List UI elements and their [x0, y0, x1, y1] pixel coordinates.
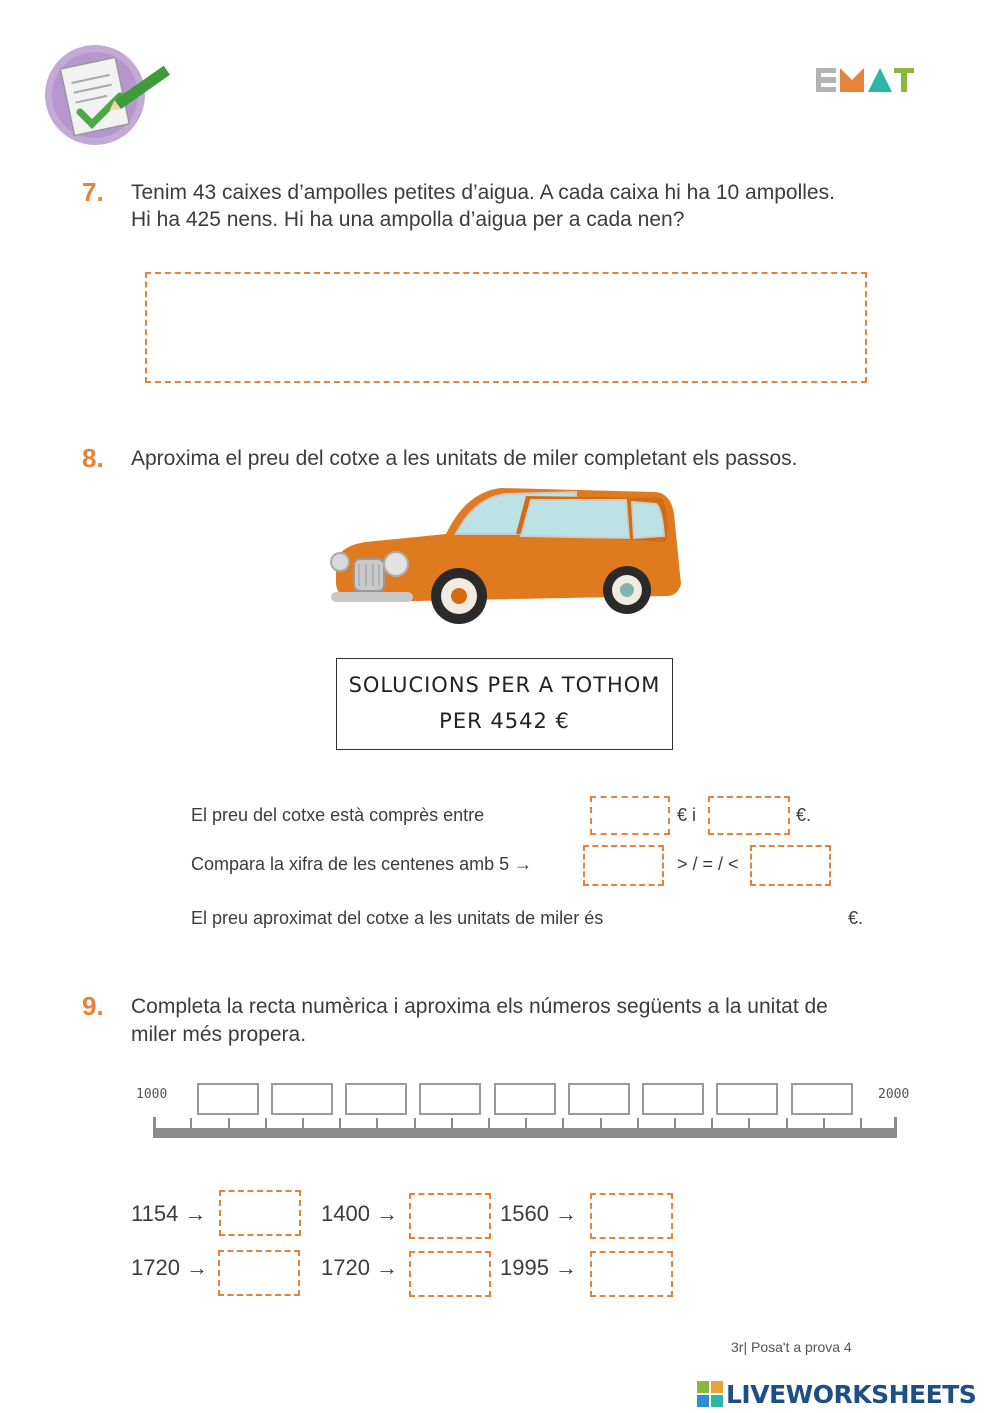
statement-2-separator: > / = / <: [677, 854, 739, 874]
price-upper-input[interactable]: [708, 796, 790, 835]
question-9-text-line2: miler més propera.: [131, 1023, 307, 1046]
price-lower-input[interactable]: [590, 796, 670, 835]
number-line-end-label: 2000: [878, 1087, 910, 1102]
statement-3-end: €.: [848, 908, 864, 928]
approx-item-label: 1400 →: [321, 1201, 399, 1226]
number-line-box[interactable]: [716, 1083, 778, 1115]
number-line-box[interactable]: [419, 1083, 481, 1115]
statement-1: El preu del cotxe està comprès entre: [191, 805, 485, 825]
question-8-text: Aproxima el preu del cotxe a les unitats de miler completant els passos.: [131, 447, 798, 470]
price-sign-line2: PER 4542 €: [439, 709, 570, 733]
number-line-box[interactable]: [494, 1083, 556, 1115]
price-sign-line1: SOLUCIONS PER A TOTHOM: [348, 673, 661, 697]
approx-item-label: 1720 →: [131, 1255, 209, 1280]
number-line-box[interactable]: [271, 1083, 333, 1115]
number-line-box[interactable]: [345, 1083, 407, 1115]
approx-item-label: 1720 →: [321, 1255, 399, 1280]
approx-item-label: 1560 →: [500, 1201, 578, 1226]
approx-item-label: 1154 →: [131, 1201, 207, 1226]
page-footer: 3r| Posa't a prova 4: [731, 1339, 852, 1355]
approx-item-input[interactable]: [409, 1193, 491, 1239]
approx-item-input[interactable]: [590, 1251, 673, 1297]
approx-item-input[interactable]: [219, 1190, 301, 1236]
number-line-axis: [150, 1112, 900, 1142]
number-line-start-label: 1000: [136, 1087, 168, 1102]
number-line-box[interactable]: [197, 1083, 259, 1115]
checklist-badge-icon: [42, 42, 177, 150]
watermark-text: LIVEWORKSHEETS: [726, 1379, 977, 1409]
liveworksheets-watermark: [697, 1378, 976, 1410]
approx-item-input[interactable]: [590, 1193, 673, 1239]
number-line-box[interactable]: [568, 1083, 630, 1115]
comparison-input[interactable]: [750, 845, 831, 886]
approx-item-input[interactable]: [218, 1250, 300, 1296]
approx-item-label: 1995 →: [500, 1255, 578, 1280]
question-7-answer-box[interactable]: [145, 272, 867, 383]
question-7-text-line1: Tenim 43 caixes d’ampolles petites d’aigua. A cada caixa hi ha 10 ampolles.: [131, 181, 835, 204]
question-9-number: 9.: [82, 991, 104, 1021]
price-sign: [336, 658, 673, 750]
question-8-number: 8.: [82, 443, 104, 473]
car-illustration: [326, 484, 686, 629]
emat-logo: [816, 68, 916, 94]
statement-3: El preu aproximat del cotxe a les unitats de miler és: [191, 908, 604, 928]
question-7-text-line2: Hi ha 425 nens. Hi ha una ampolla d’aigua per a cada nen?: [131, 208, 685, 231]
liveworksheets-logo-icon: [697, 1381, 723, 1407]
question-7-number: 7.: [82, 177, 104, 207]
statement-2: Compara la xifra de les centenes amb 5 →: [191, 854, 533, 874]
number-line-box[interactable]: [642, 1083, 704, 1115]
hundreds-digit-input[interactable]: [583, 845, 664, 886]
statement-1-end: €.: [796, 805, 812, 825]
approx-item-input[interactable]: [409, 1251, 491, 1297]
question-9-text-line1: Completa la recta numèrica i aproxima els números següents a la unitat de: [131, 995, 828, 1018]
statement-1-separator: € i: [677, 805, 697, 825]
number-line-box[interactable]: [791, 1083, 853, 1115]
